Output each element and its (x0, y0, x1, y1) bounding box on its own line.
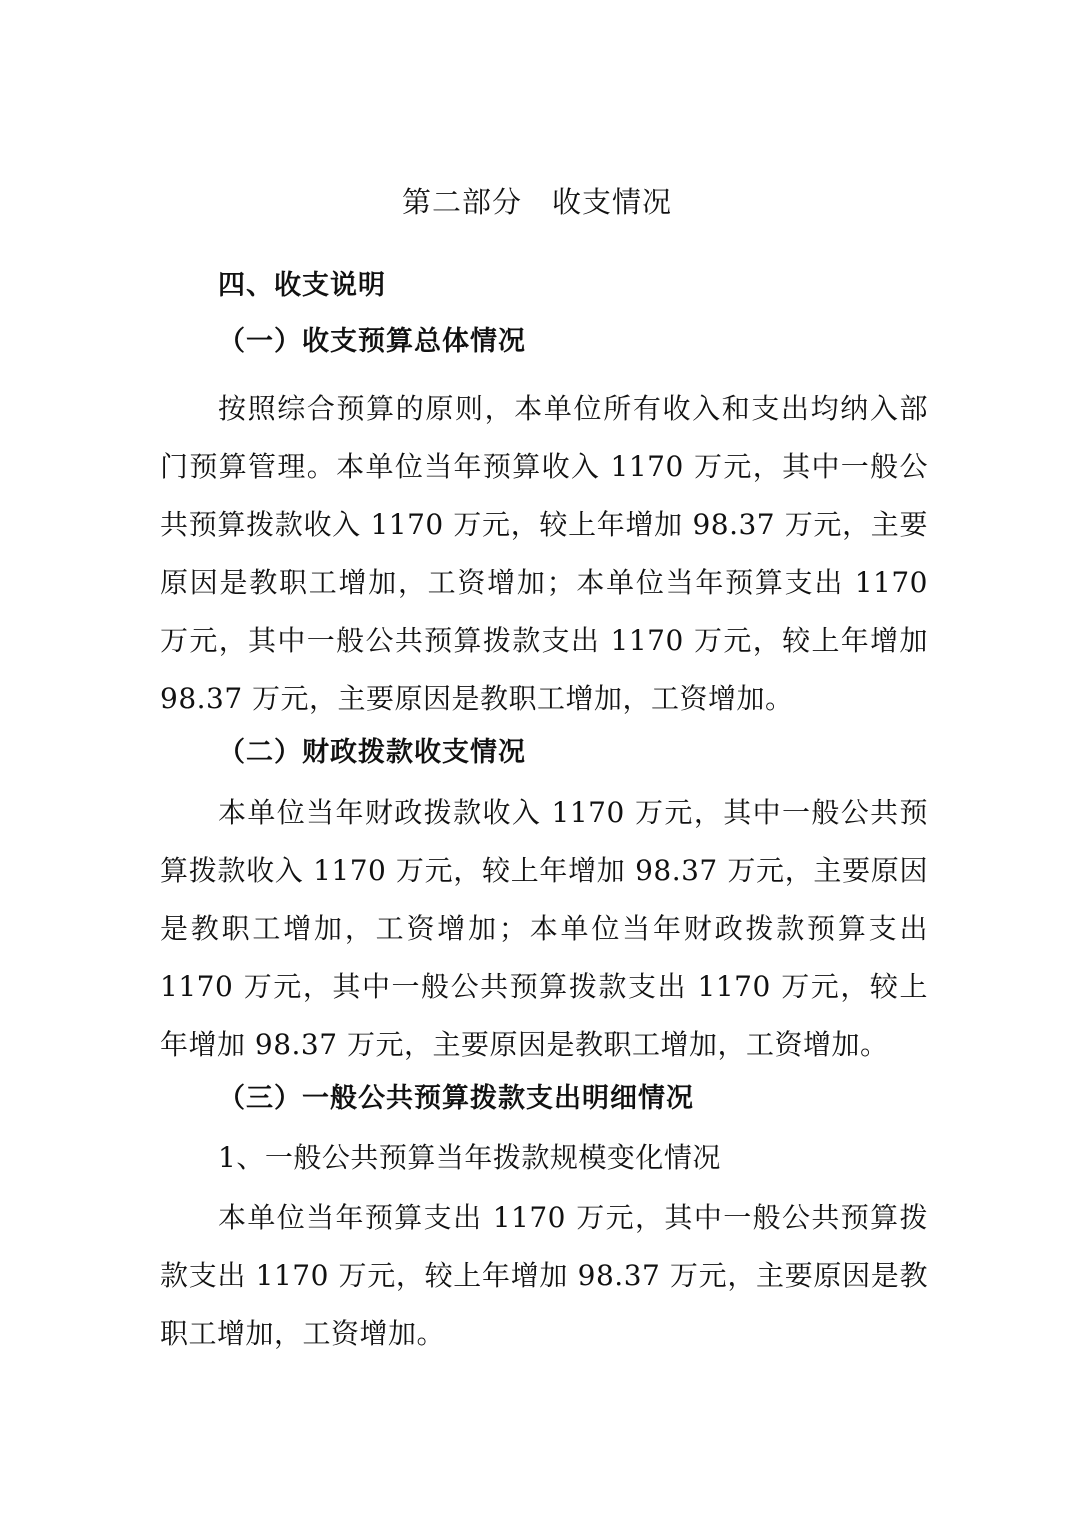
paragraph-1: 按照综合预算的原则，本单位所有收入和支出均纳入部门预算管理。本单位当年预算收入 1170 万元，其中一般公共预算拨款收入 1170 万元，较上年增加 98.37 万元，主要原因是教职工增加，工资增加；本单位当年预算支出 1170 万元，其中一般公共预算拨款支出 1170 万元，较上年增加 98.37 万元，主要原因是教职工增加，工资增加。 (160, 392, 928, 715)
subsection-heading-3: （三）一般公共预算拨款支出明细情况 (218, 1083, 694, 1114)
subsection-item-1: 1、一般公共预算当年拨款规模变化情况 (218, 1141, 721, 1174)
paragraph-2: 本单位当年财政拨款收入 1170 万元，其中一般公共预算拨款收入 1170 万元，较上年增加 98.37 万元，主要原因是教职工增加，工资增加；本单位当年财政拨款预算支出 1170 万元，其中一般公共预算拨款支出 1170 万元，较上年增加 98.37 万元，主要原因是教职工增加，工资增加。 (160, 796, 928, 1061)
paragraph-3: 本单位当年预算支出 1170 万元，其中一般公共预算拨款支出 1170 万元，较上年增加 98.37 万元，主要原因是教职工增加，工资增加。 (160, 1201, 928, 1350)
subsection-heading-2: （二）财政拨款收支情况 (218, 737, 526, 768)
section-heading: 四、收支说明 (218, 270, 386, 301)
page-title: 第二部分 收支情况 (401, 185, 672, 219)
subsection-heading-1: （一）收支预算总体情况 (218, 326, 526, 357)
